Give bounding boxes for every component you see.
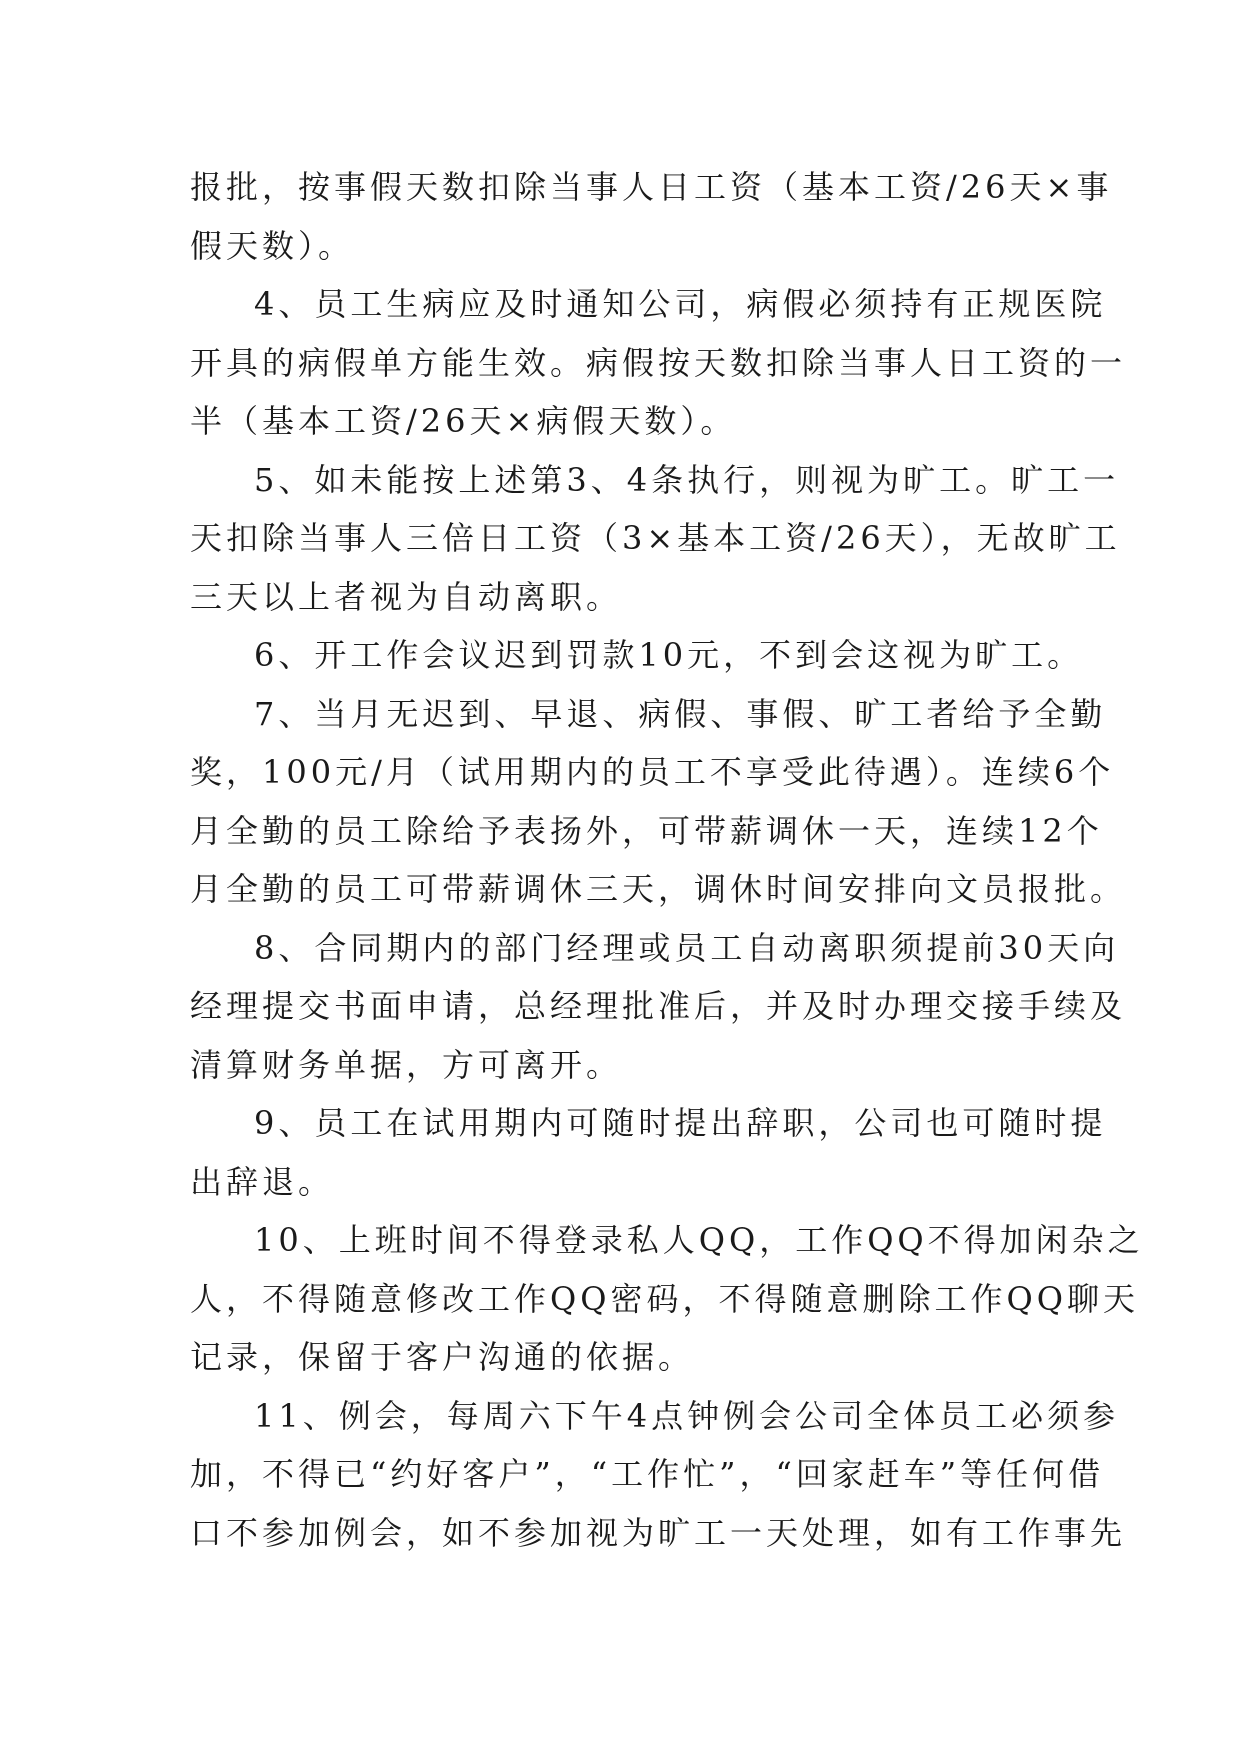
text-line: 8、合同期内的部门经理或员工自动离职须提前30天向: [254, 928, 1120, 967]
text-line: 口不参加例会，如不参加视为旷工一天处理，如有工作事先: [190, 1513, 1127, 1552]
text-line: 月全勤的员工可带薪调休三天，调休时间安排向文员报批。: [190, 870, 1127, 908]
text-line: 人，不得随意修改工作QQ密码，不得随意删除工作QQ聊天: [190, 1279, 1139, 1318]
text-line: 加，不得已“约好客户”，“工作忙”，“回家赶车”等任何借: [190, 1455, 1105, 1493]
text-line: 经理提交书面申请，总经理批准后，并及时办理交接手续及: [190, 987, 1127, 1025]
text-line: 4、员工生病应及时通知公司，病假必须持有正规医院: [254, 285, 1107, 323]
text-line: 半（基本工资/26天×病假天数）。: [190, 402, 737, 440]
text-line: 出辞退。: [190, 1162, 335, 1201]
document-body: [190, 158, 1144, 1562]
text-line: 10、上班时间不得登录私人QQ，工作QQ不得加闲杂之: [254, 1221, 1144, 1259]
text-line: 天扣除当事人三倍日工资（3×基本工资/26天），无故旷工: [190, 519, 1121, 557]
text-line: 报批，按事假天数扣除当事人日工资（基本工资/26天×事: [190, 168, 1113, 206]
text-line: 7、当月无迟到、早退、病假、事假、旷工者给予全勤: [254, 694, 1107, 733]
text-line: 11、例会，每周六下午4点钟例会公司全体员工必须参: [254, 1396, 1120, 1435]
text-line: 奖，100元/月（试用期内的员工不享受此待遇）。连续6个: [190, 753, 1115, 791]
text-line: 月全勤的员工除给予表扬外，可带薪调休一天，连续12个: [190, 811, 1103, 850]
text-line: 开具的病假单方能生效。病假按天数扣除当事人日工资的一: [190, 343, 1127, 382]
text-line: 假天数）。: [190, 226, 355, 265]
text-line: 记录，保留于客户沟通的依据。: [190, 1338, 695, 1376]
text-line: 6、开工作会议迟到罚款10元，不到会这视为旷工。: [254, 636, 1084, 674]
text-line: 三天以上者视为自动离职。: [190, 577, 623, 616]
text-line: 清算财务单据，方可离开。: [190, 1045, 623, 1084]
text-line: 5、如未能按上述第3、4条执行，则视为旷工。旷工一: [254, 460, 1120, 499]
text-line: 9、员工在试用期内可随时提出辞职，公司也可随时提: [254, 1104, 1107, 1142]
